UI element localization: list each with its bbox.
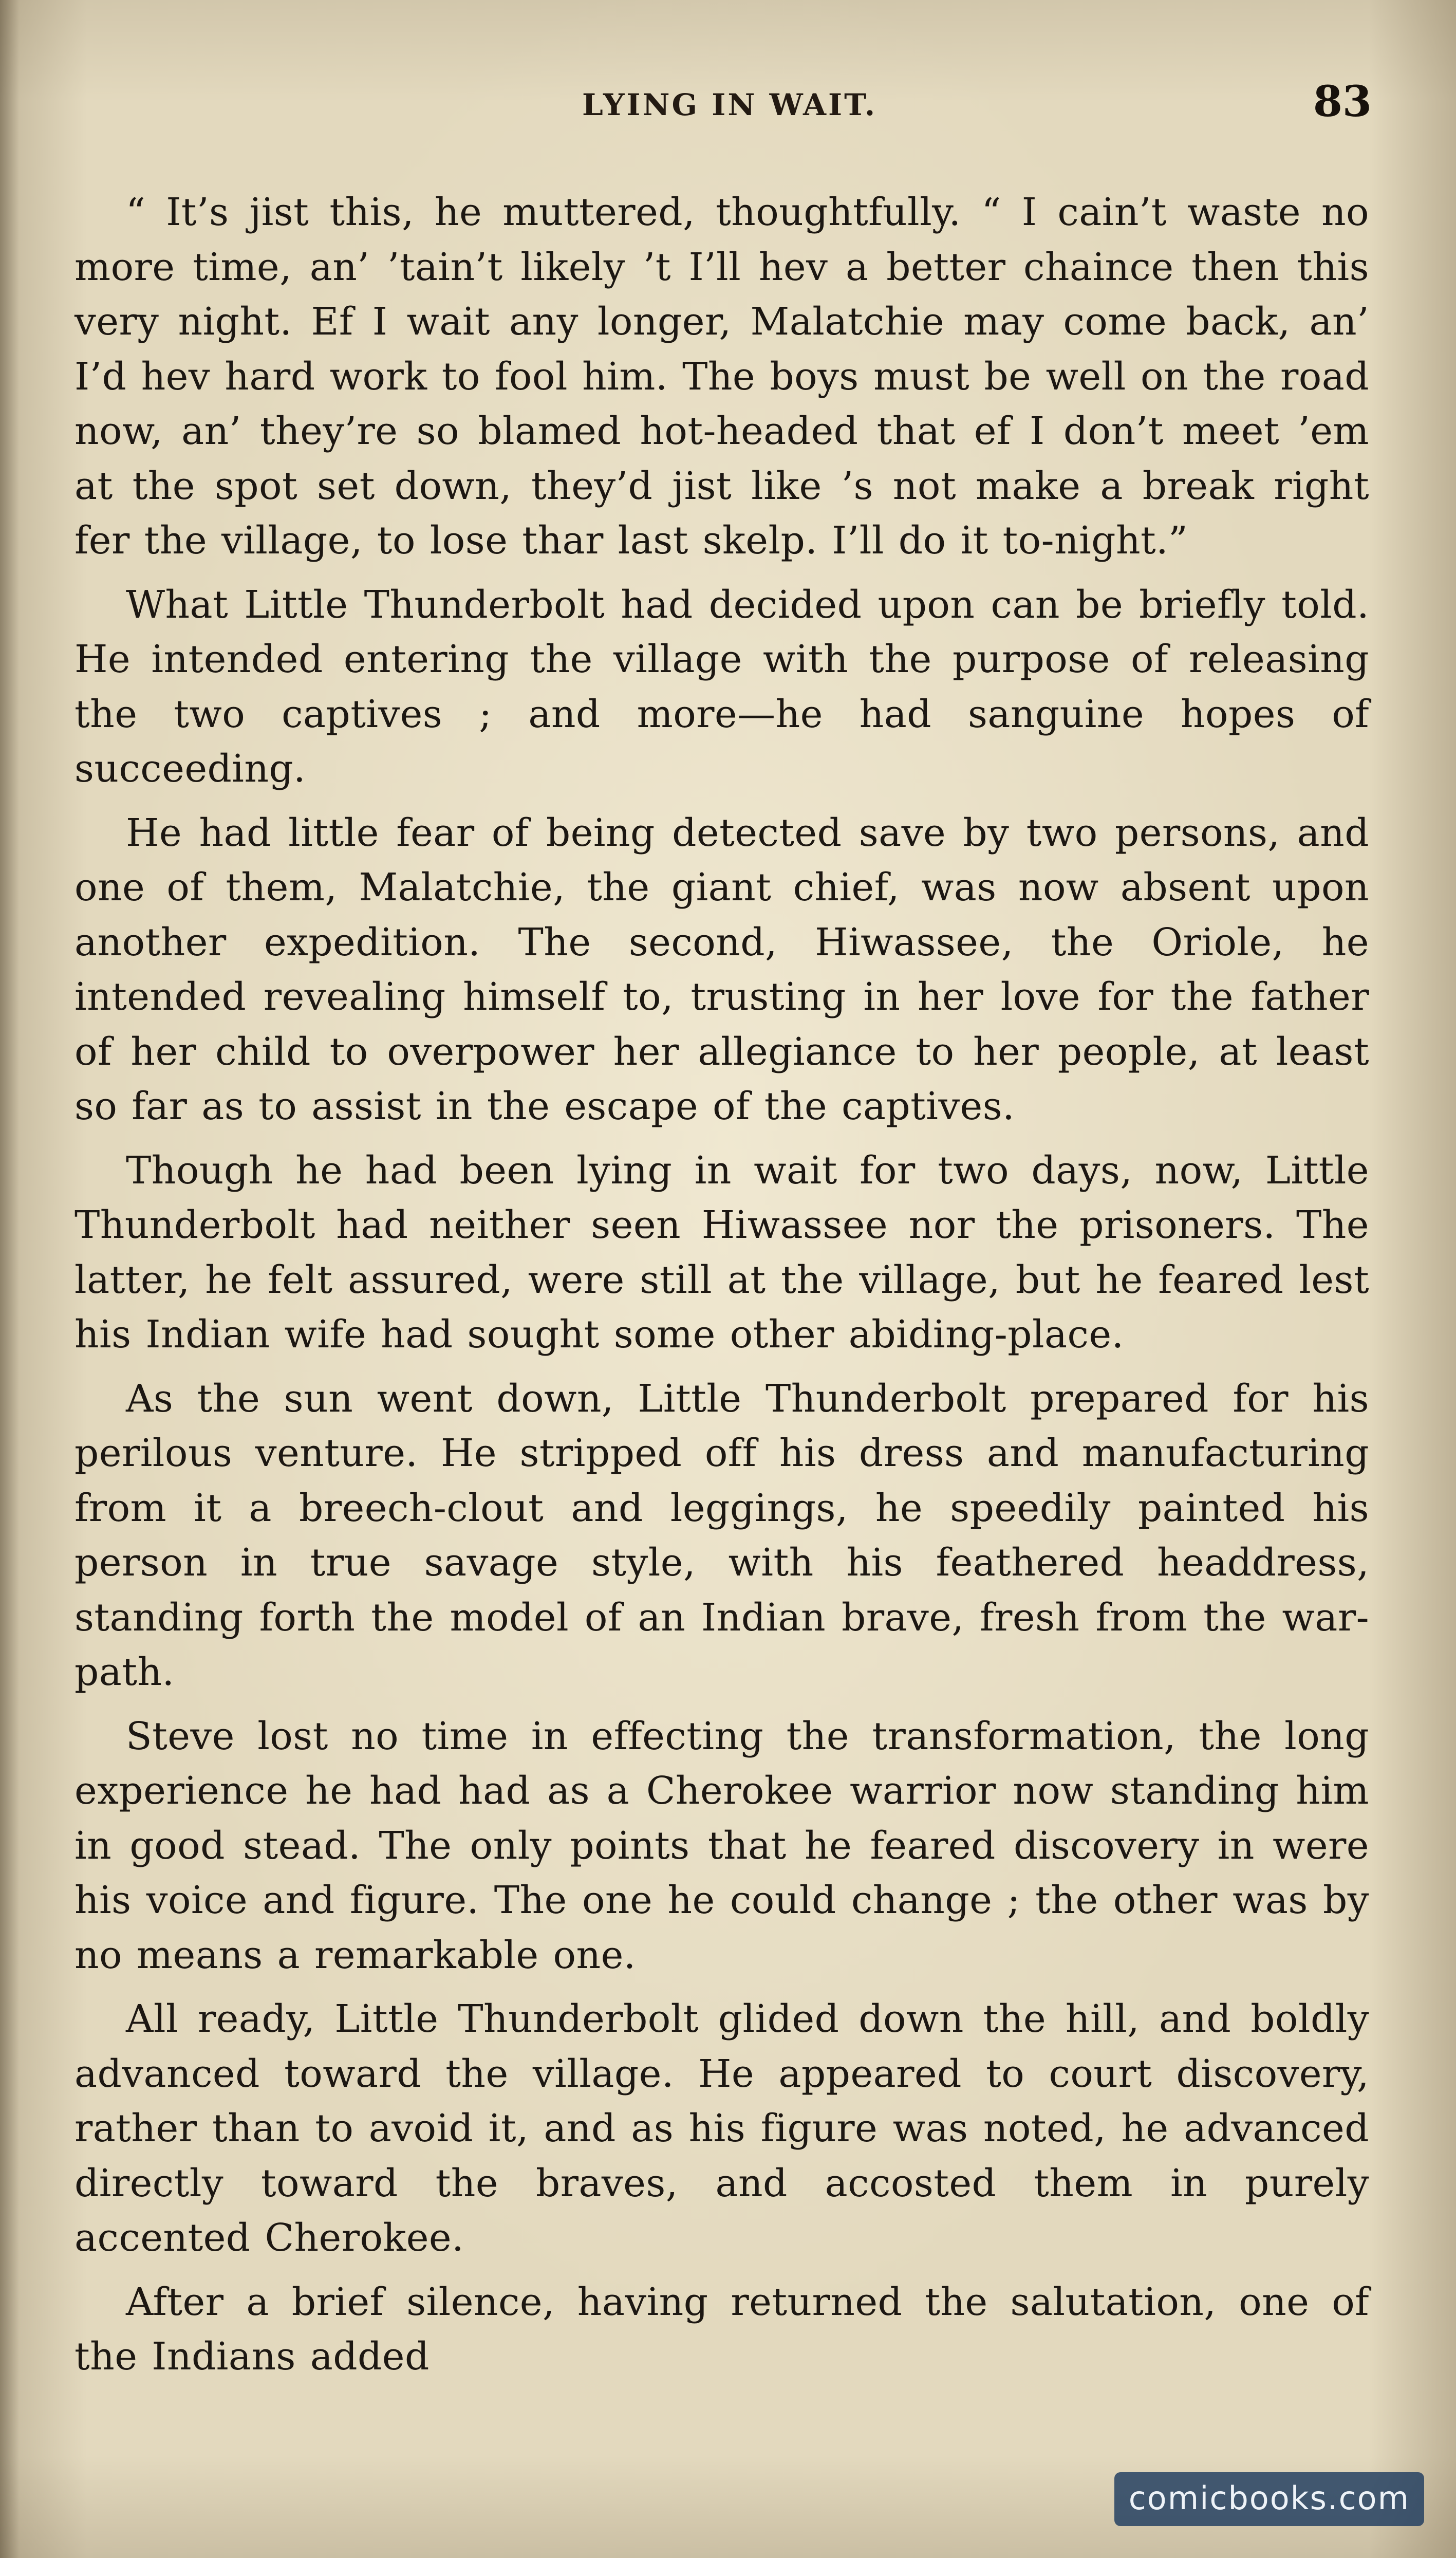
body-text [74,185,1369,2394]
paragraph-7: All ready, Little Thunderbolt glided down the hill, and boldly advanced toward the village. He appeared to court discovery, rather than to avoid it, and as his figure was noted, he advanced directly toward the braves, and accosted them in purely accented Cherokee. [74,1997,1369,2260]
paragraph-1: “ It’s jist this, he muttered, thoughtfully. “ I cain’t waste no more time, an’ ’tain’t likely ’t I’ll hev a better chaince then this very night. Ef I wait any longer, Malatchie may come back, an’ I’d hev hard work to fool him. The boys must be well on the road now, an’ they’re so blamed hot-headed that ef I don’t meet ’em at the spot set down, they’d jist like ’s not make a break right fer the village, to lose thar last skelp. I’ll do it to-night.” [74,190,1369,563]
running-title: LYING IN WAIT. [582,87,878,122]
running-head [72,77,1387,139]
paragraph-4: Though he had been lying in wait for two days, now, Little Thunderbolt had neither seen Hiwassee nor the prisoners. The latter, he felt assured, were still at the village, but he feared lest his Indian wife had sought some other abiding-place. [74,1148,1369,1357]
paragraph-2: What Little Thunderbolt had decided upon can be briefly told. He intended entering the village with the purpose of releasing the two captives ; and more—he had sanguine hopes of succeeding. [74,582,1369,791]
paragraph-3: He had little fear of being detected save by two persons, and one of them, Malatchie, the giant chief, was now absent upon another expedition. The second, Hiwassee, the Oriole, he intended revealing himself to, trusting in her love for the father of her child to overpower her allegiance to her people, at least so far as to assist in the escape of the captives. [74,810,1369,1128]
watermark-logo: comicbooks.com [1114,2472,1424,2526]
binding-shadow [0,0,20,2558]
paragraph-5: As the sun went down, Little Thunderbolt prepared for his perilous venture. He stripped off his dress and manufacturing from it a breech-clout and leggings, he speedily painted his person in true savage style, with his feathered headdress, standing forth the model of an Indian brave, fresh from the war-path. [74,1376,1369,1694]
paragraph-6: Steve lost no time in effecting the transformation, the long experience he had had as a Cherokee warrior now standing him in good stead. The only points that he feared discovery in were his voice and figure. The one he could change ; the other was by no means a remarkable one. [74,1714,1369,1977]
page-number: 83 [1313,77,1372,126]
paragraph-8: After a brief silence, having returned the salutation, one of the Indians added [74,2279,1369,2379]
